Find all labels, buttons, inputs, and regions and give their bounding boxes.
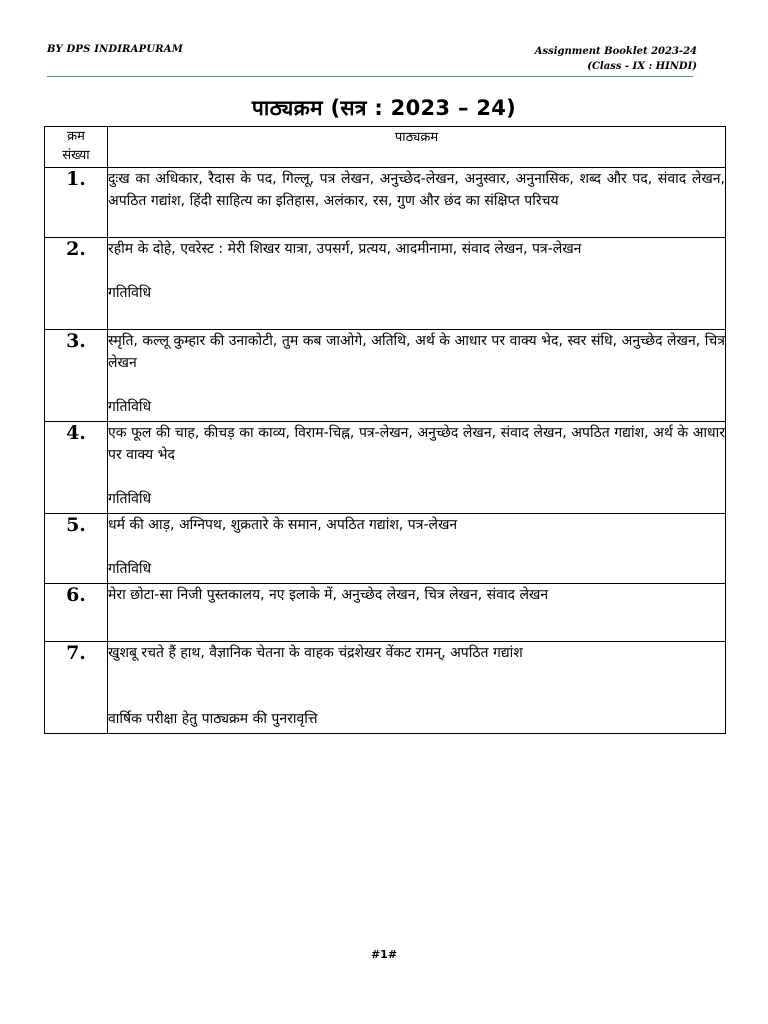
row-content xyxy=(108,238,726,330)
header-class-subject: (Class - IX : HINDI) xyxy=(587,61,697,72)
header-booklet-info xyxy=(535,44,697,74)
row-syllabus-text: स्मृति, कल्लू कुम्हार की उनाकोटी, तुम कब जाओगे, अतिथि, अर्थ के आधार पर वाक्य भेद, स्वर संधि, अनुच्छेद लेखन, चित्र लेखन xyxy=(108,333,725,371)
table-row xyxy=(45,642,726,734)
row-content xyxy=(108,168,726,238)
row-syllabus-text: मेरा छोटा-सा निजी पुस्तकालय, नए इलाके में, अनुच्छेद लेखन, चित्र लेखन, संवाद लेखन xyxy=(108,587,549,603)
serial-header-line2: संख्या xyxy=(62,148,90,163)
syllabus-header: पाठ्यक्रम xyxy=(108,127,726,168)
row-number: 2. xyxy=(45,238,108,330)
row-activity: गतिविधि xyxy=(108,561,152,577)
row-activity: गतिविधि xyxy=(108,399,152,415)
table-row xyxy=(45,168,726,238)
table-row xyxy=(45,584,726,642)
table-row xyxy=(45,514,726,584)
table-header-row xyxy=(45,127,726,168)
row-number: 6. xyxy=(45,584,108,642)
row-number: 1. xyxy=(45,168,108,238)
row-content xyxy=(108,642,726,734)
row-activity: गतिविधि xyxy=(108,491,152,507)
row-content xyxy=(108,422,726,514)
row-syllabus-text: रहीम के दोहे, एवरेस्ट : मेरी शिखर यात्रा, उपसर्ग, प्रत्यय, आदमीनामा, संवाद लेखन, पत्र-लेखन xyxy=(108,241,582,257)
syllabus-table xyxy=(44,126,726,734)
row-number: 5. xyxy=(45,514,108,584)
table-row xyxy=(45,422,726,514)
header-booklet-title: Assignment Booklet 2023-24 xyxy=(534,46,697,57)
page-title: पाठ्यक्रम (सत्र : 2023 – 24) xyxy=(251,96,517,120)
row-syllabus-text: खुशबू रचते हैं हाथ, वैज्ञानिक चेतना के वाहक चंद्रशेखर वेंकट रामन्, अपठित गद्यांश xyxy=(108,645,523,661)
row-content xyxy=(108,514,726,584)
row-number: 7. xyxy=(45,642,108,734)
serial-number-header xyxy=(45,127,108,168)
header-school-name: BY DPS INDIRAPURAM xyxy=(47,44,184,55)
row-content xyxy=(108,330,726,422)
page-number: #1# xyxy=(370,948,398,961)
row-syllabus-text: दुःख का अधिकार, रैदास के पद, गिल्लू, पत्र लेखन, अनुच्छेद-लेखन, अनुस्वार, अनुनासिक, शब्द और पद, संवाद लेखन, अपठित गद्यांश, हिंदी साहित्य का इतिहास, अलंकार, रस, गुण और छंद का संक्षिप्त परिचय xyxy=(108,171,725,209)
row-syllabus-text: धर्म की आड़, अग्निपथ, शुक्रतारे के समान, अपठित गद्यांश, पत्र-लेखन xyxy=(108,517,458,533)
serial-header-line1: क्रम xyxy=(67,129,85,144)
row-syllabus-text: एक फूल की चाह, कीचड़ का काव्य, विराम-चिह्न, पत्र-लेखन, अनुच्छेद लेखन, संवाद लेखन, अपठित गद्यांश, अर्थ के आधार पर वाक्य भेद xyxy=(108,425,725,463)
row-number: 4. xyxy=(45,422,108,514)
row-activity: गतिविधि xyxy=(108,285,152,301)
table-row xyxy=(45,330,726,422)
row-content xyxy=(108,584,726,642)
table-row xyxy=(45,238,726,330)
row-number: 3. xyxy=(45,330,108,422)
header-divider xyxy=(47,76,693,77)
row-activity: वार्षिक परीक्षा हेतु पाठ्यक्रम की पुनरावृत्ति xyxy=(108,711,318,727)
